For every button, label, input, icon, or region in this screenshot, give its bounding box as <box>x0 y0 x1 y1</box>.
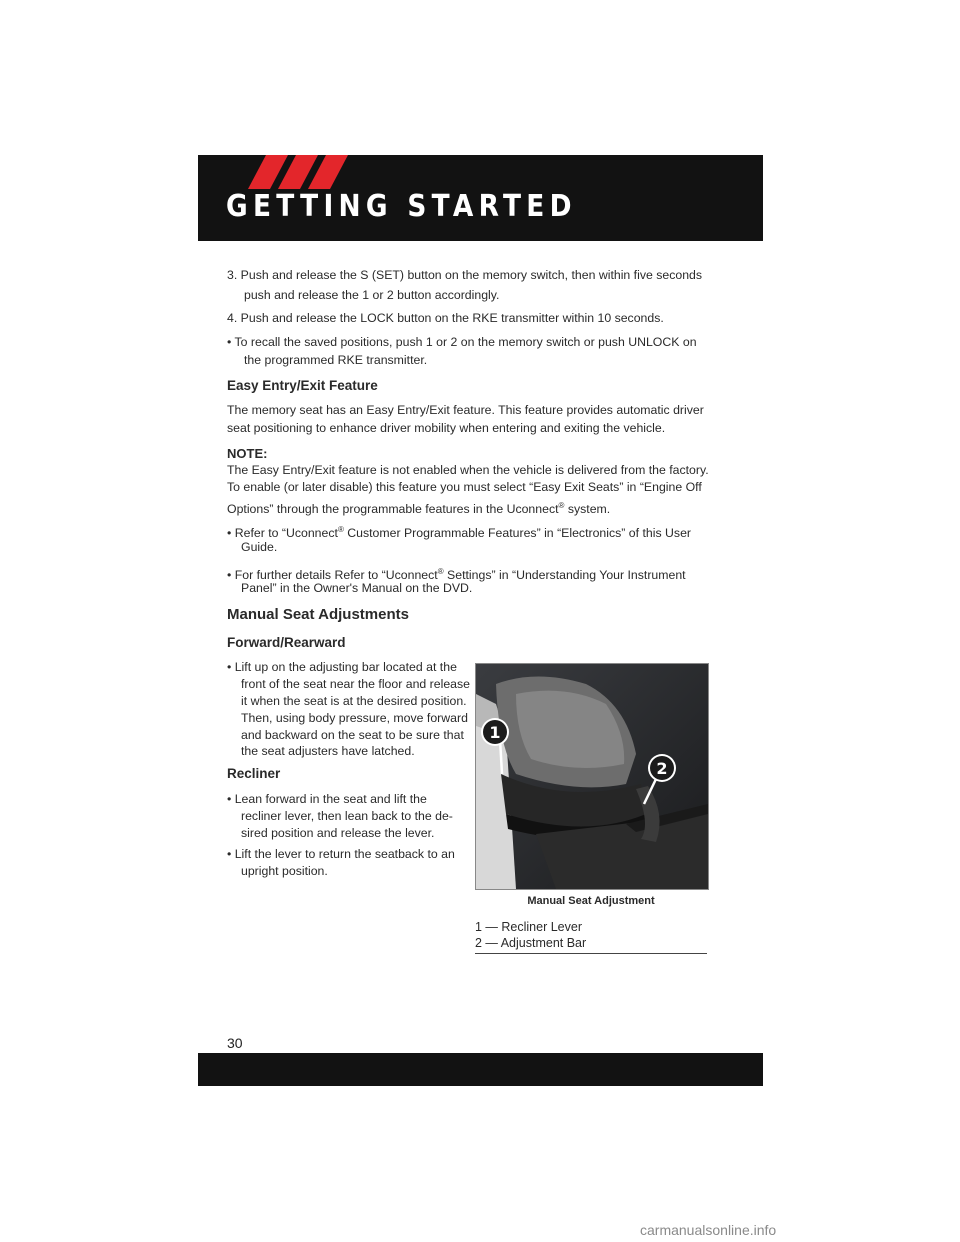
registered-mark: ® <box>558 501 565 510</box>
figure-caption: Manual Seat Adjustment <box>527 895 655 907</box>
manual-seat-photo <box>475 663 709 890</box>
chapter-header <box>198 155 763 241</box>
bullet-uconnect-features-cont: Guide. <box>241 540 278 554</box>
recliner-line-3: sired position and release the lever. <box>241 826 435 840</box>
manual-seat-heading: Manual Seat Adjustments <box>227 606 409 623</box>
watermark-link[interactable]: carmanualsonline.info <box>640 1222 777 1238</box>
recliner-line-1: • Lean forward in the seat and lift the <box>227 792 427 806</box>
lift-line-2: upright position. <box>241 864 328 878</box>
chapter-title: GETTING STARTED <box>226 189 577 224</box>
callout-2: 2 <box>656 759 668 778</box>
bullet-uconnect-features: • Refer to “Uconnect® Customer Programmable Features” in “Electronics” of this User <box>227 525 691 541</box>
easy-entry-para-1: The memory seat has an Easy Entry/Exit feature. This feature provides automatic driver <box>227 403 704 417</box>
legend-item-adjustment-bar: 2 — Adjustment Bar <box>475 936 587 950</box>
legend-item-recliner-lever: 1 — Recliner Lever <box>475 920 582 934</box>
recall-line-2: the programmed RKE transmitter. <box>244 353 428 367</box>
forward-line-4: Then, using body pressure, move forward <box>241 711 468 725</box>
easy-entry-heading: Easy Entry/Exit Feature <box>227 378 378 393</box>
step-4: 4. Push and release the LOCK button on the RKE transmitter within 10 seconds. <box>227 311 664 325</box>
note-line-1: The Easy Entry/Exit feature is not enabled when the vehicle is delivered from the factory. <box>227 463 709 477</box>
forward-line-2: front of the seat near the floor and release <box>241 677 471 691</box>
legend-divider <box>475 953 707 954</box>
bullet-further-details-cont: Panel” in the Owner's Manual on the DVD. <box>241 581 473 595</box>
forward-rearward-heading: Forward/Rearward <box>227 635 346 650</box>
step-3-line-1: 3. Push and release the S (SET) button on the memory switch, then within five seconds <box>227 268 703 282</box>
page-number: 30 <box>227 1035 243 1051</box>
footer-bar <box>198 1053 763 1086</box>
note-label: NOTE: <box>227 446 268 461</box>
callout-1: 1 <box>489 723 501 742</box>
brand-stripes-icon <box>248 155 348 189</box>
forward-line-5: and backward on the seat to be sure that <box>241 728 464 742</box>
note-line-3: Options” through the programmable features in the Uconnect® system. <box>227 501 611 517</box>
bullet-further-details: • For further details Refer to “Uconnect® Settings” in “Understanding Your Instrument <box>227 567 686 583</box>
forward-line-1: • Lift up on the adjusting bar located at the <box>227 660 457 674</box>
forward-line-3: it when the seat is at the desired position. <box>241 694 467 708</box>
step-3-line-2: push and release the 1 or 2 button accordingly. <box>244 288 500 302</box>
note-line-2: To enable (or later disable) this feature you must select “Easy Exit Seats” in “Engine Off <box>227 480 702 494</box>
lift-line-1: • Lift the lever to return the seatback to an <box>227 847 455 861</box>
easy-entry-para-2: seat positioning to enhance driver mobility when entering and exiting the vehicle. <box>227 421 666 435</box>
forward-line-6: the seat adjusters have latched. <box>241 744 415 758</box>
recliner-line-2: recliner lever, then lean back to the de- <box>241 809 453 823</box>
recliner-heading: Recliner <box>227 766 281 781</box>
recall-line-1: • To recall the saved positions, push 1 or 2 on the memory switch or push UNLOCK on <box>227 335 697 349</box>
